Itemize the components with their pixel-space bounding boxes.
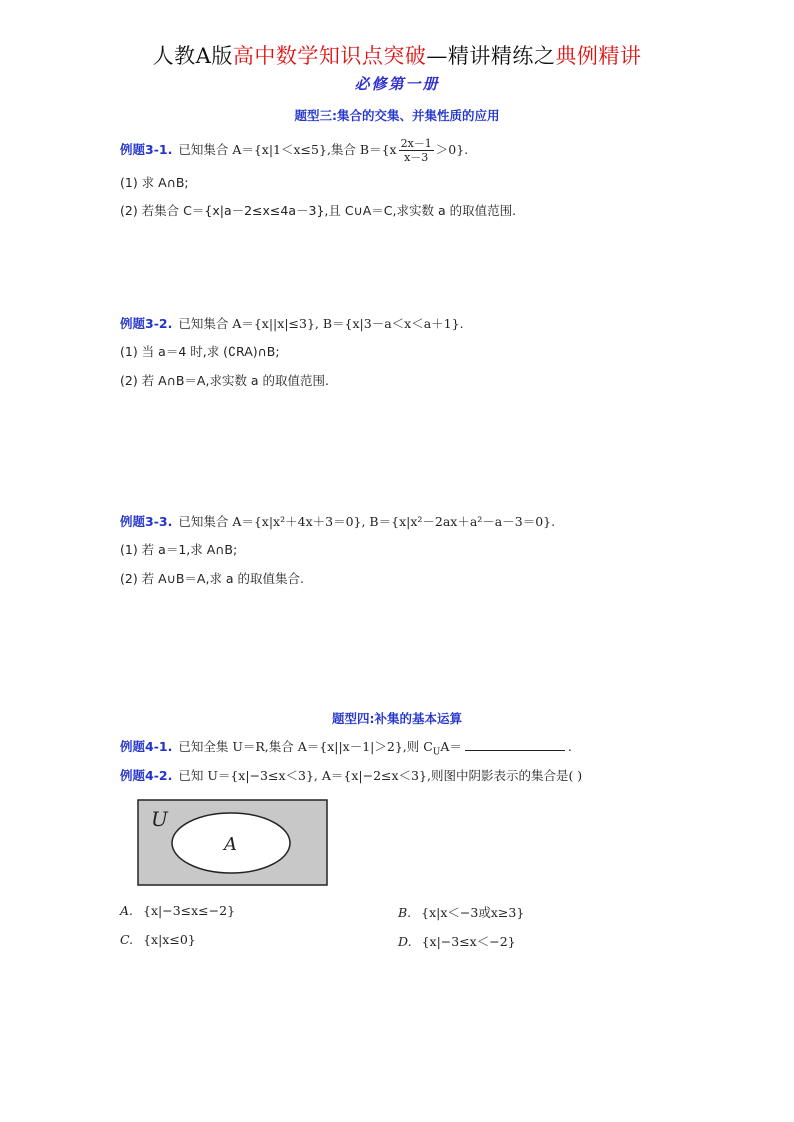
header-focus: 典例精讲 [555, 44, 642, 68]
example-3-2-label: 例题3-2. [120, 316, 173, 331]
option-a[interactable] [120, 903, 235, 918]
example-3-3 [120, 512, 555, 530]
universe-label: U [151, 807, 168, 831]
example-3-3-label: 例题3-3. [120, 514, 173, 529]
example-3-1 [120, 137, 468, 164]
fraction-numerator: 2x－1 [400, 137, 432, 150]
option-d[interactable] [398, 932, 516, 950]
option-b-letter: B. [398, 905, 412, 920]
example-4-2 [120, 766, 582, 784]
example-3-2-q2: (2) 若 A∩B＝A,求实数 a 的取值范围. [120, 373, 330, 388]
example-3-1-fraction [399, 137, 434, 164]
option-c[interactable] [120, 932, 196, 947]
option-c-letter: C. [120, 932, 134, 947]
option-d-letter: D. [398, 934, 412, 949]
option-d-text: {x|−3≤x＜−2} [421, 934, 516, 949]
example-4-1-subscript: U [432, 747, 441, 758]
header-series: —精讲精练之 [426, 44, 556, 68]
example-4-2-label: 例题4-2. [120, 768, 173, 783]
example-4-2-text: 已知 U＝{x|−3≤x＜3}, A＝{x|−2≤x＜3},则图中阴影表示的集合是( ) [178, 768, 583, 783]
fraction-denominator: x－3 [404, 151, 429, 164]
example-3-2-q1: (1) 当 a＝4 时,求 (∁RA)∩B; [120, 344, 280, 359]
example-3-1-q1: (1) 求 A∩B; [120, 175, 189, 190]
section-3-title: 题型三:集合的交集、并集性质的应用 [294, 108, 500, 123]
page-subheader: 必修第一册 [354, 75, 440, 93]
header-edition: 人教A版 [152, 44, 233, 68]
example-4-1 [120, 737, 572, 758]
example-3-1-text-b: ＞0}. [435, 142, 469, 157]
example-3-2-text: 已知集合 A＝{x||x|≤3}, B＝{x|3－a＜x＜a＋1}. [178, 316, 464, 331]
section-4-title: 题型四:补集的基本运算 [332, 711, 462, 726]
example-4-1-label: 例题4-1. [120, 739, 173, 754]
example-3-3-text: 已知集合 A＝{x|x²＋4x＋3＝0}, B＝{x|x²－2ax＋a²－a－3＝0}. [178, 514, 556, 529]
header-topic: 高中数学知识点突破 [232, 44, 427, 68]
option-c-text: {x|x≤0} [143, 932, 196, 947]
example-3-1-label: 例题3-1. [120, 142, 173, 157]
example-3-1-q2: (2) 若集合 C＝{x|a－2≤x≤4a－3},且 C∪A＝C,求实数 a 的取值范围. [120, 203, 517, 218]
example-3-1-text-a: 已知集合 A＝{x|1＜x≤5},集合 B＝{x [178, 142, 397, 157]
example-4-1-end: . [567, 739, 572, 754]
option-b[interactable] [398, 903, 524, 921]
example-3-3-q2: (2) 若 A∪B＝A,求 a 的取值集合. [120, 571, 305, 586]
option-a-text: {x|−3≤x≤−2} [143, 903, 236, 918]
set-a-label: A [224, 834, 237, 855]
page-header [0, 40, 794, 70]
answer-blank[interactable] [465, 739, 565, 751]
venn-diagram [137, 799, 329, 887]
example-3-3-q1: (1) 若 a＝1,求 A∩B; [120, 542, 238, 557]
example-4-1-text-a: 已知全集 U＝R,集合 A＝{x||x－1|＞2},则 C [178, 739, 433, 754]
example-4-1-text-b: A＝ [440, 739, 462, 754]
option-b-text: {x|x＜−3或x≥3} [421, 905, 525, 920]
example-3-2 [120, 314, 464, 332]
option-a-letter: A. [120, 903, 134, 918]
